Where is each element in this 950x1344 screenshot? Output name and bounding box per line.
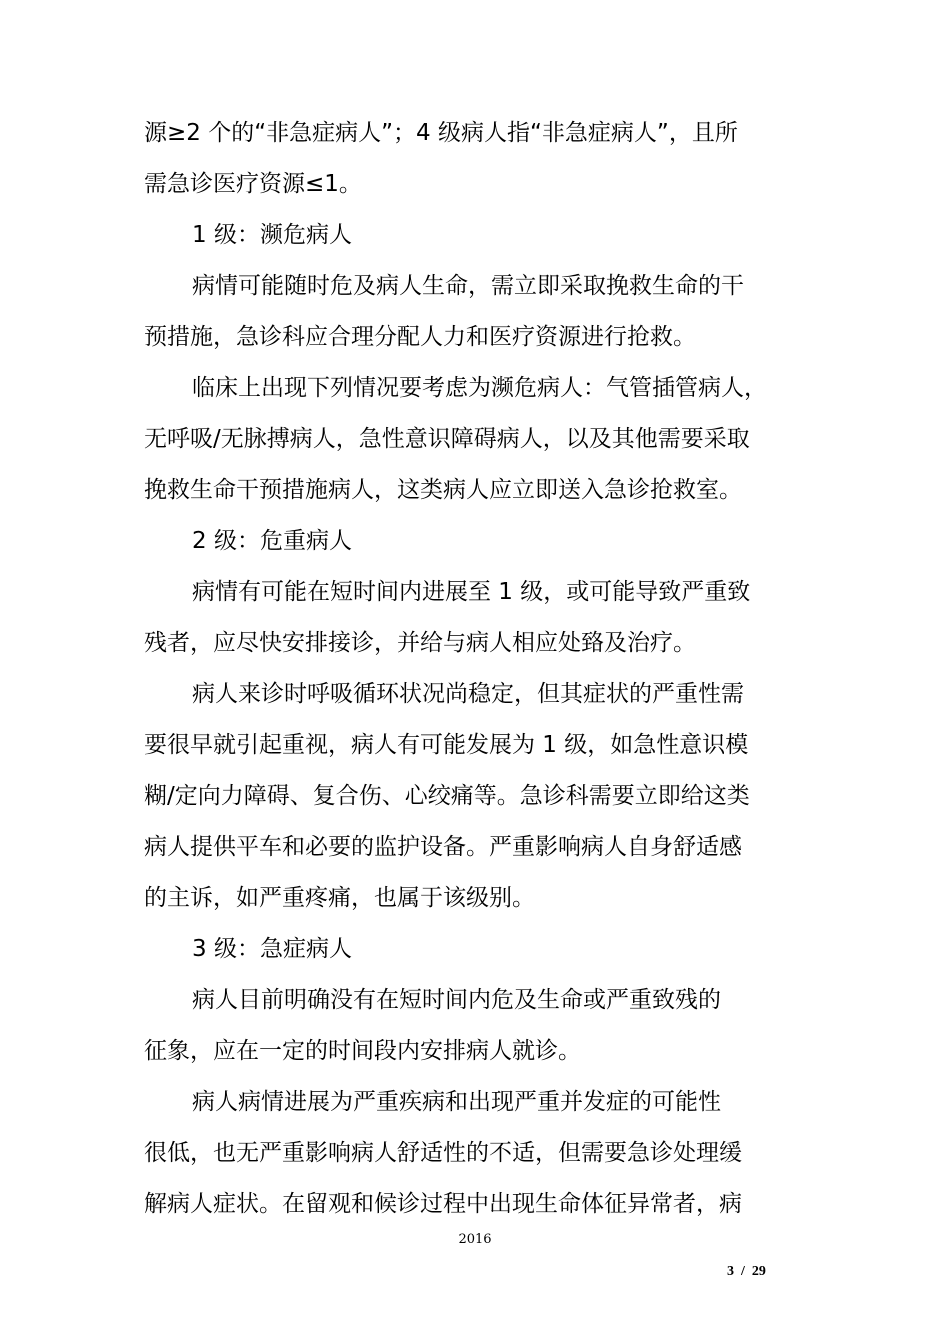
text-line: 挽救生命干预措施病人，这类病人应立即送入急诊抢救室。 xyxy=(144,477,742,503)
text-line: 无呼吸/无脉搏病人，急性意识障碍病人，以及其他需要采取 xyxy=(144,426,750,452)
text-line: 解病人症状。在留观和候诊过程中出现生命体征异常者，病 xyxy=(144,1191,742,1217)
text-line: 很低，也无严重影响病人舒适性的不适，但需要急诊处理缓 xyxy=(144,1140,742,1166)
text-line: 病情有可能在短时间内进展至 1 级，或可能导致严重致 xyxy=(192,579,751,605)
section-heading-level-1: 1 级：濒危病人 xyxy=(192,222,352,248)
page-number: 3 / 29 xyxy=(727,1264,766,1279)
text-line: 病人目前明确没有在短时间内危及生命或严重致残的 xyxy=(192,987,721,1013)
text-line: 征象，应在一定的时间段内安排病人就诊。 xyxy=(144,1038,581,1064)
text-line: 病人提供平车和必要的监护设备。严重影响病人自身舒适感 xyxy=(144,834,742,860)
text-line: 源≥2 个的“非急症病人”；4 级病人指“非急症病人”，且所 xyxy=(144,120,738,146)
text-line: 病人病情进展为严重疾病和出现严重并发症的可能性 xyxy=(192,1089,721,1115)
document-body xyxy=(144,108,844,1230)
text-line: 预措施，急诊科应合理分配人力和医疗资源进行抢救。 xyxy=(144,324,696,350)
text-line: 病情可能随时危及病人生命，需立即采取挽救生命的干 xyxy=(192,273,744,299)
text-line: 要很早就引起重视，病人有可能发展为 1 级，如急性意识模 xyxy=(144,732,749,758)
text-line: 临床上出现下列情况要考虑为濒危病人：气管插管病人， xyxy=(192,375,767,401)
text-line: 病人来诊时呼吸循环状况尚稳定，但其症状的严重性需 xyxy=(192,681,744,707)
text-line: 的主诉，如严重疼痛，也属于该级别。 xyxy=(144,885,535,911)
section-heading-level-3: 3 级：急症病人 xyxy=(192,936,352,962)
text-line: 残者，应尽快安排接诊，并给与病人相应处臵及治疗。 xyxy=(144,630,696,656)
section-heading-level-2: 2 级：危重病人 xyxy=(192,528,352,554)
text-line: 需急诊医疗资源≤1。 xyxy=(144,171,362,197)
footer-year: 2016 xyxy=(458,1232,492,1247)
text-line: 糊/定向力障碍、复合伤、心绞痛等。急诊科需要立即给这类 xyxy=(144,783,750,809)
